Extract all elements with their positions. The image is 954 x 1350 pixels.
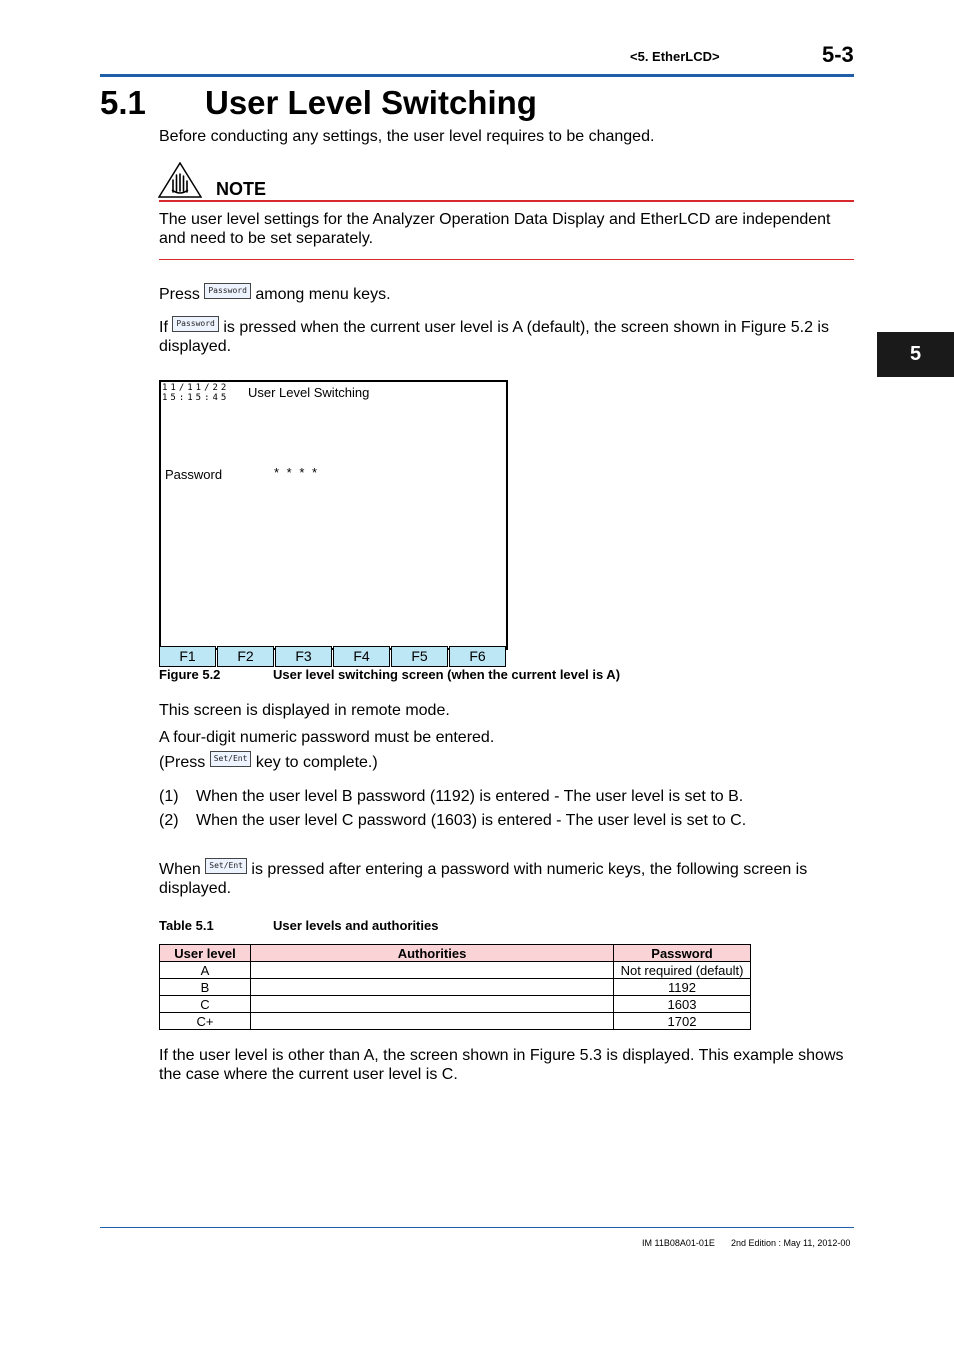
set-ent-key: Set/Ent xyxy=(205,858,247,874)
if-rest-text: is pressed when the current user level is A (default), the screen shown in Figure 5.2 is displayed. xyxy=(159,319,829,355)
cell-authorities xyxy=(251,996,614,1013)
intro-paragraph: Before conducting any settings, the user level requires to be changed. xyxy=(159,128,655,145)
section-number: 5.1 xyxy=(100,84,146,121)
chapter-tab: 5 xyxy=(877,332,954,377)
when-setent-paragraph xyxy=(159,858,854,898)
note-rule-top xyxy=(159,200,854,202)
cell-level: A xyxy=(160,962,251,979)
when-text: When xyxy=(159,861,201,878)
table-row xyxy=(160,996,751,1013)
table-row xyxy=(160,962,751,979)
section-title: User Level Switching xyxy=(205,84,537,121)
cell-authorities xyxy=(251,979,614,996)
key-complete-text: key to complete.) xyxy=(255,754,378,771)
f6-key[interactable]: F6 xyxy=(449,646,506,667)
screen-date: 11/11/22 xyxy=(162,383,230,393)
press-password-line xyxy=(159,283,391,304)
cell-authorities xyxy=(251,962,614,979)
cell-authorities xyxy=(251,1013,614,1030)
set-ent-key: Set/Ent xyxy=(210,751,252,767)
cell-level: C xyxy=(160,996,251,1013)
list-item-1: When the user level B password (1192) is entered - The user level is set to B. xyxy=(196,788,744,805)
table-row xyxy=(160,1013,751,1030)
password-field[interactable]: * * * * xyxy=(274,465,320,480)
f4-key[interactable]: F4 xyxy=(333,646,390,667)
remote-mode-text: This screen is displayed in remote mode. xyxy=(159,702,450,719)
among-menu-text: among menu keys. xyxy=(255,286,391,303)
cell-password: 1192 xyxy=(614,979,751,996)
table-label: Table 5.1 xyxy=(159,918,214,933)
cell-password: 1702 xyxy=(614,1013,751,1030)
if-text: If xyxy=(159,319,168,336)
footer-doc-number: IM 11B08A01-01E xyxy=(642,1238,715,1248)
final-paragraph: If the user level is other than A, the screen shown in Figure 5.3 is displayed. This example shows the case where the current user level is C. xyxy=(159,1047,844,1083)
cell-password: Not required (default) xyxy=(614,962,751,979)
footer-rule xyxy=(100,1227,854,1228)
screen-title: User Level Switching xyxy=(248,385,370,400)
if-password-paragraph xyxy=(159,316,854,356)
four-digit-text: A four-digit numeric password must be entered. xyxy=(159,729,495,746)
cell-password: 1603 xyxy=(614,996,751,1013)
screen-datetime xyxy=(162,383,229,403)
cell-level: B xyxy=(160,979,251,996)
figure-label: Figure 5.2 xyxy=(159,667,221,682)
header-user-level: User level xyxy=(160,945,251,962)
header-rule xyxy=(100,74,854,77)
footer-edition: 2nd Edition : May 11, 2012-00 xyxy=(731,1238,851,1248)
list-item-2-number: (2) xyxy=(159,812,179,829)
password-label: Password xyxy=(165,467,223,482)
press-open-text: (Press xyxy=(159,754,206,771)
function-key-bar xyxy=(159,646,506,667)
caution-hand-icon xyxy=(158,162,202,198)
f3-key[interactable]: F3 xyxy=(275,646,332,667)
header-password: Password xyxy=(614,945,751,962)
figure-caption: User level switching screen (when the current level is A) xyxy=(273,667,621,682)
f2-key[interactable]: F2 xyxy=(217,646,274,667)
when-rest-text: is pressed after entering a password with numeric keys, the following screen is displayed. xyxy=(159,861,808,897)
table-row xyxy=(160,979,751,996)
lcd-screen xyxy=(159,380,508,650)
user-levels-table xyxy=(159,944,751,1030)
press-text: Press xyxy=(159,286,200,303)
list-item-2: When the user level C password (1603) is entered - The user level is set to C. xyxy=(196,812,747,829)
header-authorities: Authorities xyxy=(251,945,614,962)
f1-key[interactable]: F1 xyxy=(159,646,216,667)
running-header-section: <5. EtherLCD> xyxy=(630,49,720,64)
f5-key[interactable]: F5 xyxy=(391,646,448,667)
screen-time: 15:15:45 xyxy=(162,393,230,403)
note-text: The user level settings for the Analyzer Operation Data Display and EtherLCD are independent and need to be set separately. xyxy=(159,211,831,247)
note-label: NOTE xyxy=(216,179,267,199)
cell-level: C+ xyxy=(160,1013,251,1030)
password-key: Password xyxy=(172,316,219,332)
table-header-row xyxy=(160,945,751,962)
list-item-1-number: (1) xyxy=(159,788,179,805)
password-key: Password xyxy=(204,283,251,299)
press-setent-line xyxy=(159,751,378,772)
page-number: 5-3 xyxy=(822,42,854,67)
table-caption: User levels and authorities xyxy=(273,918,439,933)
note-rule-bottom xyxy=(159,259,854,260)
